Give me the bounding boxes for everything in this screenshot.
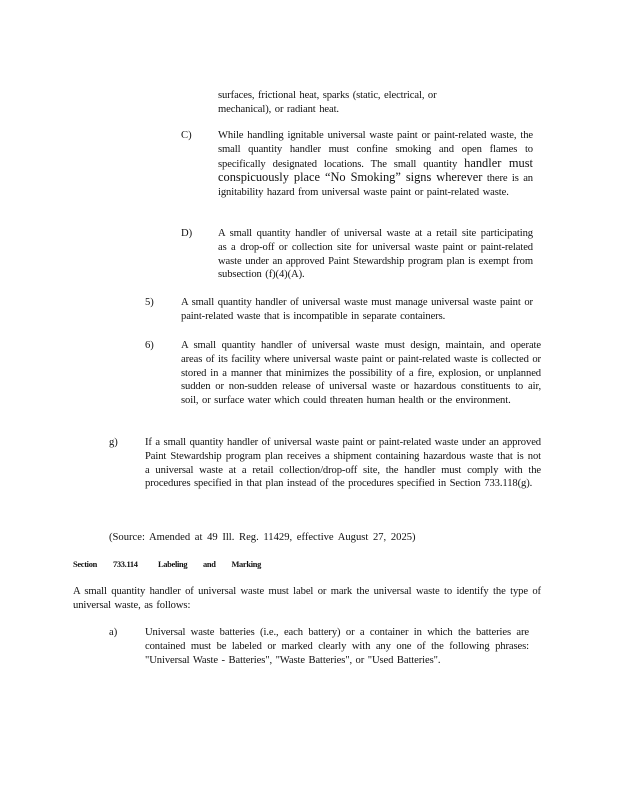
item-6-paragraph: A small quantity handler of universal waste must design, maintain, and operate areas of its facility where universal waste paint or paint-related waste is collected or stored in a manner that minimizes the possibility of a fire, explosion, or unplanned sudden or non-sudden release of universal waste or hazardous constituents to air, soil, or surface water which could threaten human health or the environment. (181, 340, 541, 407)
item-a-paragraph: Universal waste batteries (i.e., each battery) or a container in which the batteries are contained must be labeled or marked clearly with any one of the following phrases: "Universal Waste - Batteries", "Waste Batteries", or "Used Batteries". (145, 627, 529, 666)
item-g-label: g) (109, 437, 118, 448)
item-c-label: C) (181, 130, 192, 141)
item-c-text-emphasis: handler must conspicuously place “No Smoking” signs wherever (218, 155, 533, 185)
item-d-paragraph: A small quantity handler of universal waste at a retail site participating as a drop-off or collection site for universal waste paint or paint-related waste under an approved Paint Stewardship program plan is exempt from subsection (f)(4)(A). (218, 228, 533, 281)
continued-paragraph: surfaces, frictional heat, sparks (static, electrical, or mechanical), or radiant heat. (218, 90, 437, 115)
item-6-label: 6) (145, 340, 154, 351)
item-d-label: D) (181, 228, 193, 239)
section-number: 733.114 (113, 560, 138, 569)
item-c-text-a: While handling ignitable universal waste paint or paint-related waste, the small quantity handler must confine smoking and open flames to specifically designated locations. The small quantity (218, 130, 533, 170)
section-word: Section (73, 560, 97, 569)
item-c-paragraph (218, 129, 533, 200)
item-5-label: 5) (145, 297, 154, 308)
section-title: Labeling and Marking (158, 560, 261, 569)
section-intro: A small quantity handler of universal waste must label or mark the universal waste to identify the type of universal waste, as follows: (73, 586, 541, 611)
item-5-paragraph: A small quantity handler of universal waste must manage universal waste paint or paint-related waste that is incompatible in separate containers. (181, 297, 533, 322)
item-g-paragraph: If a small quantity handler of universal waste paint or paint-related waste under an approved Paint Stewardship program plan receives a shipment containing hazardous waste that is not a universal waste at a retail collection/drop-off site, the handler must comply with the procedures specified in that plan instead of the procedures specified in Section 733.118(g). (145, 437, 541, 490)
source-note: (Source: Amended at 49 Ill. Reg. 11429, effective August 27, 2025) (109, 532, 416, 543)
item-a-label: a) (109, 627, 118, 638)
item-c-text-b: there is an ignitability hazard from universal waste paint or paint-related waste. (218, 173, 534, 199)
